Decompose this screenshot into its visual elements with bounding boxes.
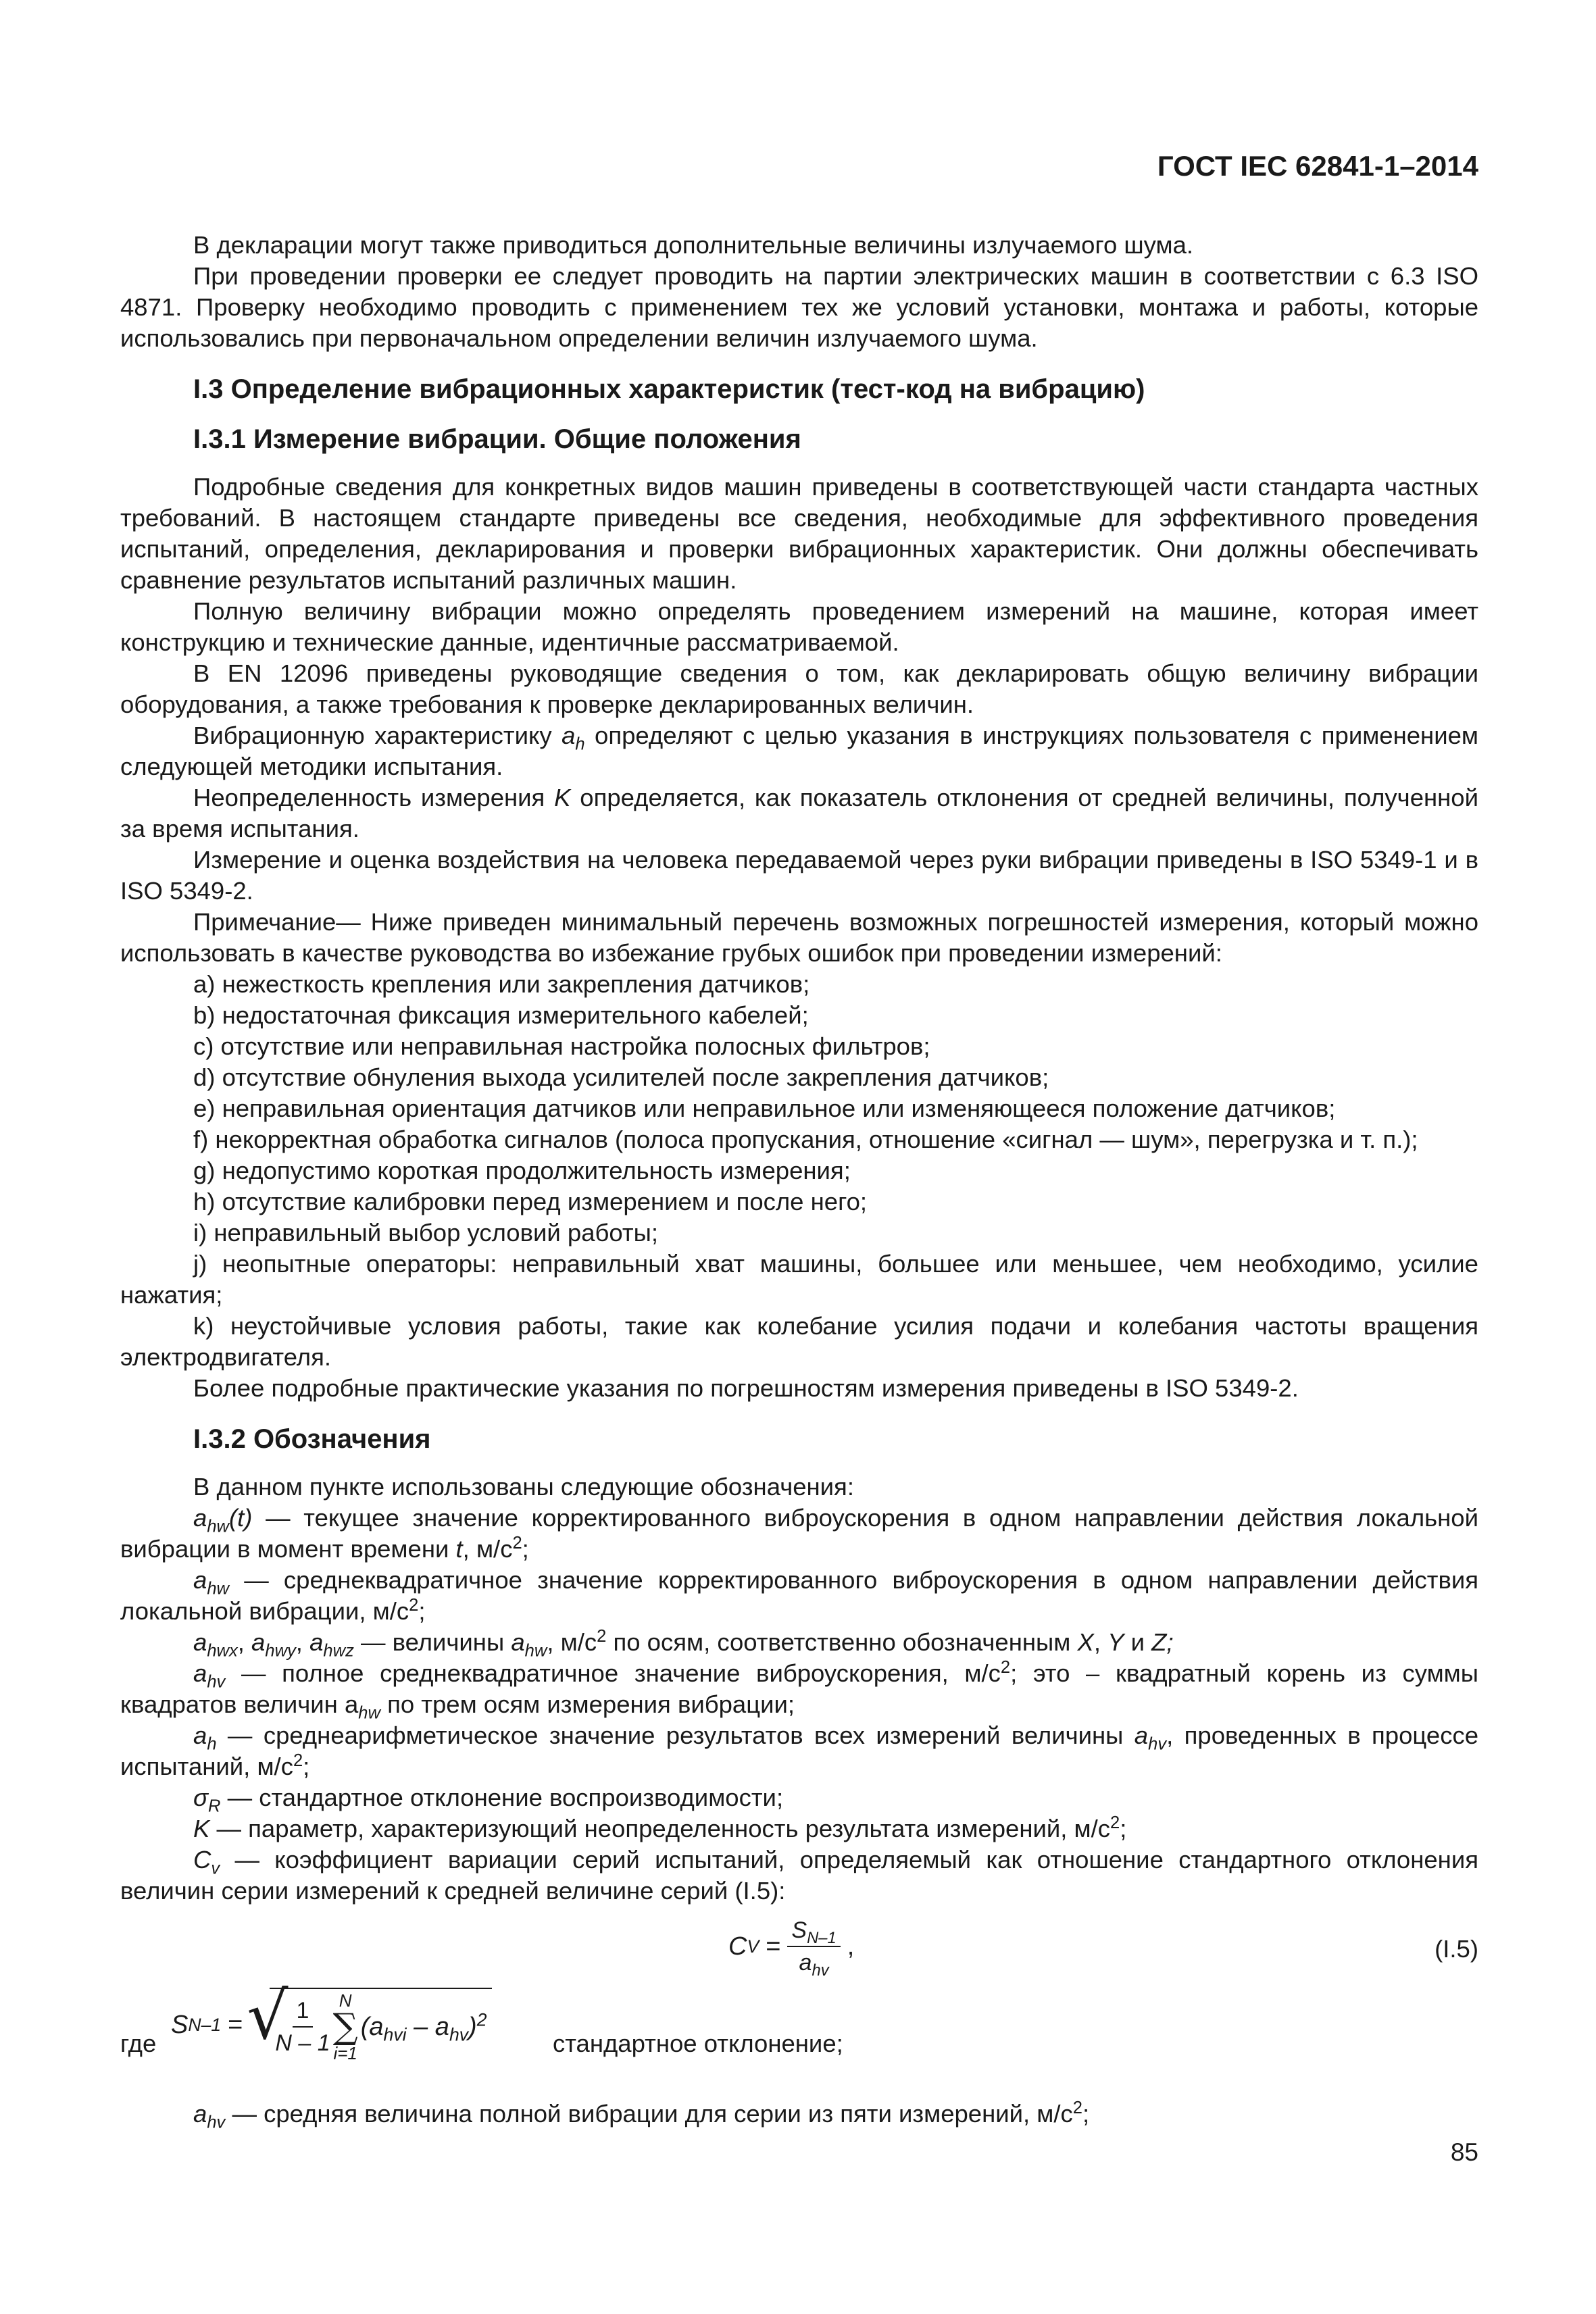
symbol-a: a xyxy=(799,1950,812,1976)
symbol-a: a xyxy=(193,1721,207,1749)
subscript: hv xyxy=(207,1672,226,1692)
symbol-a: a xyxy=(193,1628,207,1656)
fraction xyxy=(275,1995,330,2059)
symbol-sigma: σ xyxy=(193,1784,209,1811)
symbol-k: K xyxy=(554,784,571,811)
definition-ahv-mean xyxy=(120,2098,1478,2130)
subscript: hw xyxy=(207,1517,229,1536)
intro-paragraph-1: В декларации могут также приводиться дополнительные величины излучаемого шума. xyxy=(193,231,1194,259)
definition-k xyxy=(120,1813,1478,1844)
sum-body xyxy=(360,2009,487,2045)
symbol-a: a xyxy=(193,1504,207,1532)
separator: , xyxy=(295,1628,310,1656)
equation-number: (I.5) xyxy=(1435,1935,1478,1963)
subscript: hv xyxy=(1148,1734,1167,1754)
superscript: 2 xyxy=(293,1751,303,1770)
subscript: v xyxy=(211,1859,220,1878)
symbol-k: K xyxy=(193,1815,210,1842)
numerator: √ 1 xyxy=(293,1995,314,2028)
subscript: hv xyxy=(449,2024,469,2045)
superscript: 2 xyxy=(597,1626,607,1646)
sum-upper: N xyxy=(339,1990,352,2011)
text-run: — среднеарифметическое значение результатов всех измерений величины xyxy=(216,1721,1134,1749)
text-run: , проведенных в процессе испытаний, м/с xyxy=(120,1721,1478,1780)
definition-cv xyxy=(120,1844,1478,1907)
text-run: по трем осям измерения вибрации; xyxy=(380,1690,795,1718)
list-item: f) некорректная обработка сигналов (полоса пропускания, отношение «сигнал — шум», перегрузка и т. п.); xyxy=(193,1126,1418,1153)
superscript: 2 xyxy=(512,1533,522,1553)
formula-cv-expression: C V = $\frac{S_{N-1}}{a_{hv}}$ , xyxy=(728,1915,854,1978)
list-item: c) отсутствие или неправильная настройка полосных фильтров; xyxy=(193,1032,930,1060)
superscript: 2 xyxy=(1072,2098,1083,2117)
subscript: hw xyxy=(207,1579,229,1599)
text-run: , м/с xyxy=(547,1628,597,1656)
subscript: hv xyxy=(207,2113,226,2132)
superscript: 2 xyxy=(476,2009,487,2030)
text-run: ; xyxy=(1082,2100,1090,2128)
subscript: hw xyxy=(524,1641,547,1661)
superscript: 2 xyxy=(409,1595,419,1615)
subscript: h xyxy=(575,734,585,754)
separator: , xyxy=(1093,1628,1108,1656)
equals-sign: = xyxy=(766,1932,781,1961)
symbol-c: C xyxy=(728,1932,747,1961)
list-item: k) неустойчивые условия работы, такие как колебание усилия подачи и колебания частоты вращения электродвигателя. xyxy=(120,1312,1478,1371)
formula-s xyxy=(120,1988,1478,2089)
symbol-a: a xyxy=(193,2100,207,2128)
text-run: ; это – квадратный корень из суммы квадратов величин xyxy=(120,1659,1478,1718)
text-run: ; xyxy=(303,1753,310,1780)
sigma-icon: ∑ xyxy=(332,2007,358,2047)
i31-paragraph-3: В EN 12096 приведены руководящие сведения о том, как декларировать общую величину вибрации оборудования, а также требования к проверке декларированных величин. xyxy=(120,659,1478,718)
subscript: R xyxy=(208,1796,221,1816)
formula-s-description: стандартное отклонение; xyxy=(553,2030,843,2057)
text-run: Вибрационную характеристику xyxy=(193,722,562,749)
symbol-s: S xyxy=(171,2011,189,2039)
document-body xyxy=(120,230,1478,2130)
summation xyxy=(333,1992,358,2062)
note-paragraph: Примечание— Ниже приведен минимальный перечень возможных погрешностей измерения, который можно использовать в качестве руководства во избежание грубых ошибок при проведении измерений: xyxy=(120,908,1478,967)
definition-ahwxyz xyxy=(120,1626,1478,1661)
subscript: hw xyxy=(358,1703,380,1723)
symbol-c: C xyxy=(193,1846,211,1873)
definition-sigma-r xyxy=(120,1782,1478,1816)
symbol-a: a xyxy=(309,1628,324,1656)
list-item: h) отсутствие калибровки перед измерением и после него; xyxy=(193,1188,868,1215)
list-item: g) недопустимо короткая продолжительность измерения; xyxy=(193,1157,851,1184)
symbol-a: a xyxy=(562,722,576,749)
denominator: N – 1 xyxy=(275,2030,330,2056)
section-heading-i32: I.3.2 Обозначения xyxy=(193,1424,431,1454)
text-run: ) xyxy=(468,2013,477,2041)
text-run: Неопределенность измерения xyxy=(193,784,555,811)
i31-paragraph-1: Подробные сведения для конкретных видов машин приведены в соответствующей части стандарта частных требований. В настоящем стандарте приведены все сведения, необходимые для эффективного проведения испытаний, определения, декларирования и проверки вибрационных характеристик. Они должны обеспечивать сравнение результатов испытаний различных машин. xyxy=(120,473,1478,594)
symbol-a: a xyxy=(251,1628,266,1656)
text-run: ; xyxy=(1120,1815,1127,1842)
definition-ah xyxy=(120,1720,1478,1782)
numerator xyxy=(787,1915,840,1947)
separator: , xyxy=(237,1628,252,1656)
section-heading-i3: I.3 Определение вибрационных характеристик (тест-код на вибрацию) xyxy=(193,374,1145,404)
text-run: — стандартное отклонение воспроизводимости; xyxy=(220,1784,784,1811)
text-run: — параметр, характеризующий неопределенность результата измерений, м/с xyxy=(209,1815,1111,1842)
subscript: hv xyxy=(812,1961,829,1980)
i31-paragraph-ah xyxy=(120,720,1478,782)
superscript: 2 xyxy=(1000,1657,1011,1677)
section-heading-i31: I.3.1 Измерение вибрации. Общие положения xyxy=(193,424,801,454)
square-root xyxy=(270,1988,492,2062)
trailing-comma: , xyxy=(847,1932,855,1961)
subscript: hwz xyxy=(323,1641,354,1661)
i32-intro: В данном пункте использованы следующие обозначения: xyxy=(193,1473,854,1501)
axis-y: Y xyxy=(1107,1628,1124,1656)
text-run: и xyxy=(1124,1628,1152,1656)
symbol-a: a xyxy=(193,1659,207,1687)
list-item: a) нежесткость крепления или закрепления датчиков; xyxy=(193,970,810,998)
text-run: ; xyxy=(418,1597,426,1625)
i31-paragraph-iso: Измерение и оценка воздействия на человека передаваемой через руки вибрации приведены в ISO 5349-1 и в ISO 5349-2. xyxy=(120,846,1478,905)
subscript: hwy xyxy=(265,1641,296,1661)
axis-z: Z; xyxy=(1151,1628,1174,1656)
list-item: j) неопытные операторы: неправильный хват машины, большее или меньшее, чем необходимо, усилие нажатия; xyxy=(120,1250,1478,1309)
page-number: 85 xyxy=(1450,2138,1478,2166)
intro-paragraph-2: При проведении проверки ее следует проводить на партии электрических машин в соответствии с 6.3 ISO 4871. Проверку необходимо проводить с применением тех же условий установки, монтажа и работы, которые использовались при первоначальном определении величин излучаемого шума. xyxy=(120,262,1478,352)
symbol-s: S xyxy=(791,1917,807,1943)
text-run: — величины xyxy=(353,1628,512,1656)
text-run: по осям, соответственно обозначенным xyxy=(606,1628,1078,1656)
list-item: d) отсутствие обнуления выхода усилителей после закрепления датчиков; xyxy=(193,1063,1049,1091)
text-run: определяется, как показатель отклонения от средней величины, полученной за время испытания. xyxy=(120,784,1478,842)
text-run: определяют с целью указания в инструкциях пользователя с применением следующей методики испытания. xyxy=(120,722,1478,780)
document-id-header: ГОСТ IEC 62841-1–2014 xyxy=(1157,150,1478,182)
equals-sign: = xyxy=(228,2011,243,2039)
superscript: 2 xyxy=(1110,1813,1120,1832)
text-run: — полное среднеквадратичное значение виброускорения, м/с xyxy=(225,1659,1001,1687)
i31-paragraph-2: Полную величину вибрации можно определять проведением измерений на машине, которая имеет конструкцию и технические данные, идентичные рассматриваемой. xyxy=(120,597,1478,656)
denominator xyxy=(799,1947,829,1978)
text-run: – a xyxy=(406,2013,449,2041)
subscript: h xyxy=(207,1734,217,1754)
formula-s-expression: S N–1 = √ $\frac{1}{N - 1}$ N ∑ i=1 $(a_{hvi} - a_{hv})^2$ xyxy=(171,1988,492,2062)
definition-ahw-t xyxy=(120,1503,1478,1565)
text-run: ; xyxy=(522,1535,529,1563)
symbol-a: a xyxy=(511,1628,525,1656)
sum-lower: i=1 xyxy=(333,2043,357,2063)
subscript: N–1 xyxy=(807,1928,837,1947)
i31-paragraph-k xyxy=(120,782,1478,845)
text-run: , м/с xyxy=(462,1535,513,1563)
text-run: — средняя величина полной вибрации для серии из пяти измерений, м/с xyxy=(225,2100,1073,2128)
definition-ahv xyxy=(120,1657,1478,1723)
text-run: — текущее значение корректированного виброускорения в одном направлении действия локальной вибрации в момент времени xyxy=(120,1504,1478,1563)
text-run: — среднеквадратичное значение корректированного виброускорения в одном направлении действия локальной вибрации, м/с xyxy=(120,1566,1478,1625)
symbol-a: a xyxy=(193,1566,207,1594)
fraction xyxy=(787,1915,840,1978)
text-run: — коэффициент вариации серий испытаний, определяемый как отношение стандартного отклонения величин серии измерений к средней величине серий (I.5): xyxy=(120,1846,1478,1905)
symbol-t: t xyxy=(455,1535,463,1563)
subscript: hwx xyxy=(207,1641,238,1661)
formula-i5 xyxy=(120,1915,1478,1982)
symbol-a: a xyxy=(1134,1721,1149,1749)
list-item: e) неправильная ориентация датчиков или неправильное или изменяющееся положение датчиков; xyxy=(193,1095,1336,1122)
where-label: где xyxy=(120,2030,157,2057)
definition-ahw xyxy=(120,1565,1478,1627)
argument: (t) xyxy=(228,1504,253,1532)
axis-x: X xyxy=(1077,1628,1094,1656)
subscript: hvi xyxy=(383,2024,407,2045)
list-item: i) неправильный выбор условий работы; xyxy=(193,1219,659,1247)
closing-paragraph: Более подробные практические указания по погрешностям измерения приведены в ISO 5349-2. xyxy=(193,1374,1299,1402)
symbol-a: a xyxy=(344,1690,359,1718)
list-item: b) недостаточная фиксация измерительного кабелей; xyxy=(193,1001,809,1029)
text-run: (a xyxy=(360,2013,384,2041)
